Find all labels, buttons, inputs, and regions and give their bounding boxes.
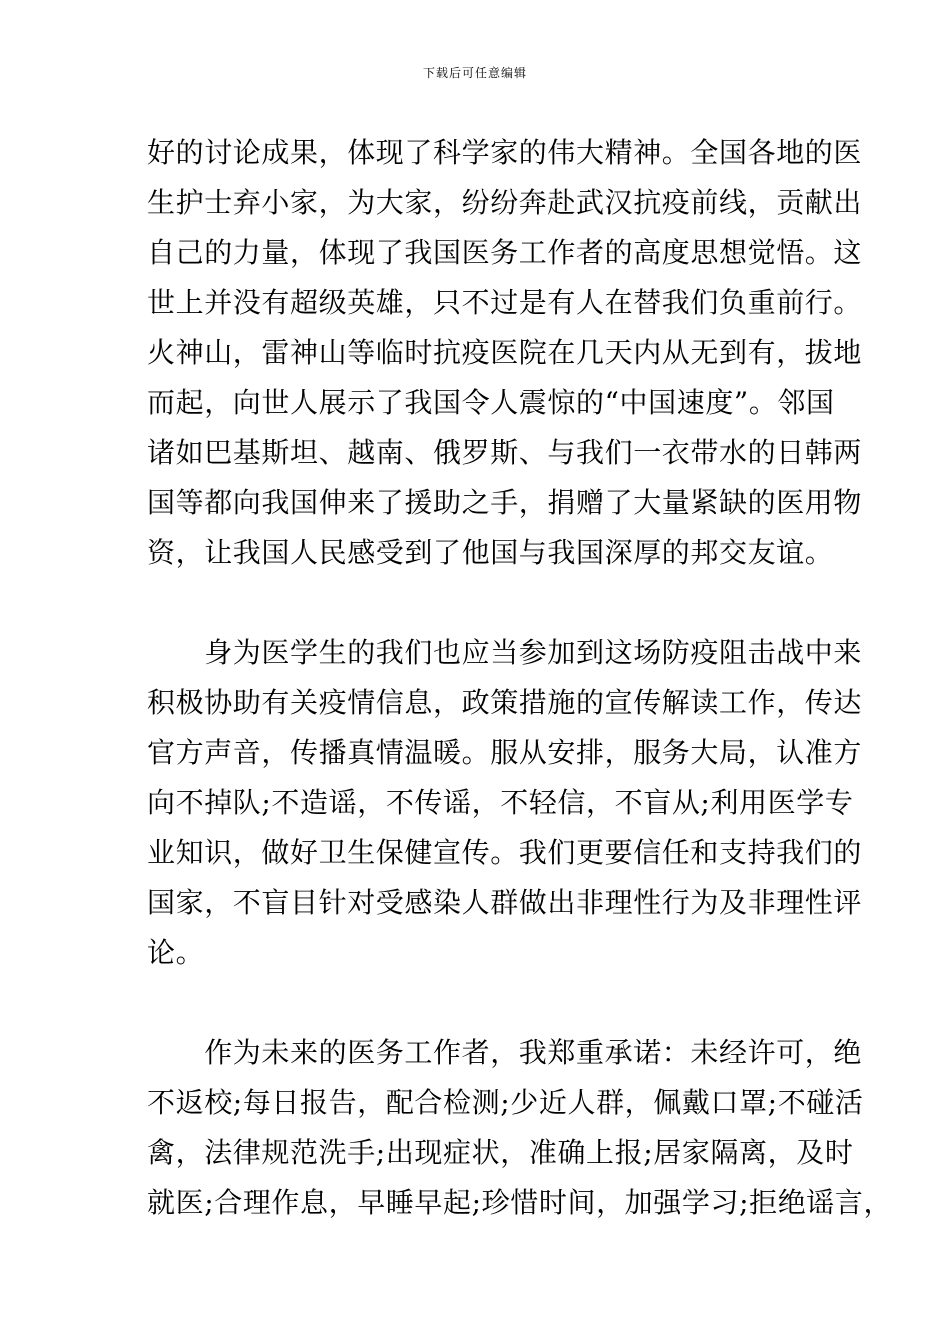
paragraph-spacer: [147, 578, 827, 628]
text-line: 火神山，雷神山等临时抗疫医院在几天内从无到有，拔地: [147, 336, 863, 369]
text-line: 积极协助有关疫情信息，政策措施的宣传解读工作，传达: [147, 686, 863, 719]
paragraph-3: [147, 1028, 893, 1228]
text-line: 禽，法律规范洗手;出现症状，准确上报;居家隔离，及时: [147, 1136, 854, 1169]
text-line: 就医;合理作息，早睡早起;珍惜时间，加强学习;拒绝谣言，: [147, 1186, 893, 1219]
paragraph-2: [147, 628, 863, 978]
paragraph-1: [147, 128, 863, 578]
text-line: 身为医学生的我们也应当参加到这场防疫阻击战中来: [147, 636, 863, 669]
paragraph-spacer: [147, 978, 827, 1028]
text-line: 向不掉队;不造谣，不传谣，不轻信，不盲从;利用医学专: [147, 786, 854, 819]
text-line: 业知识，做好卫生保健宣传。我们更要信任和支持我们的: [147, 836, 863, 869]
text-line: 论。: [147, 936, 205, 969]
page-header: 下载后可任意编辑: [422, 66, 527, 80]
text-line: 国等都向我国伸来了援助之手，捐赠了大量紧缺的医用物: [147, 486, 863, 519]
text-line: 世上并没有超级英雄，只不过是有人在替我们负重前行。: [147, 286, 863, 319]
text-line: 官方声音，传播真情温暖。服从安排，服务大局，认准方: [147, 736, 863, 769]
text-line: 生护士弃小家，为大家，纷纷奔赴武汉抗疫前线，贡献出: [147, 186, 863, 219]
text-line: 自己的力量，体现了我国医务工作者的高度思想觉悟。这: [147, 236, 863, 269]
text-line: 国家，不盲目针对受感染人群做出非理性行为及非理性评: [147, 886, 863, 919]
text-line: 不返校;每日报告，配合检测;少近人群，佩戴口罩;不碰活: [147, 1086, 864, 1119]
text-line: 好的讨论成果，体现了科学家的伟大精神。全国各地的医: [147, 136, 863, 169]
text-line: 作为未来的医务工作者，我郑重承诺：未经许可，绝: [147, 1036, 863, 1069]
text-line: 而起，向世人展示了我国令人震惊的“中国速度”。邻国: [147, 386, 835, 419]
text-line: 资，让我国人民感受到了他国与我国深厚的邦交友谊。: [147, 536, 834, 569]
document-body: [147, 128, 893, 1228]
text-line: 诸如巴基斯坦、越南、俄罗斯、与我们一衣带水的日韩两: [147, 436, 863, 469]
